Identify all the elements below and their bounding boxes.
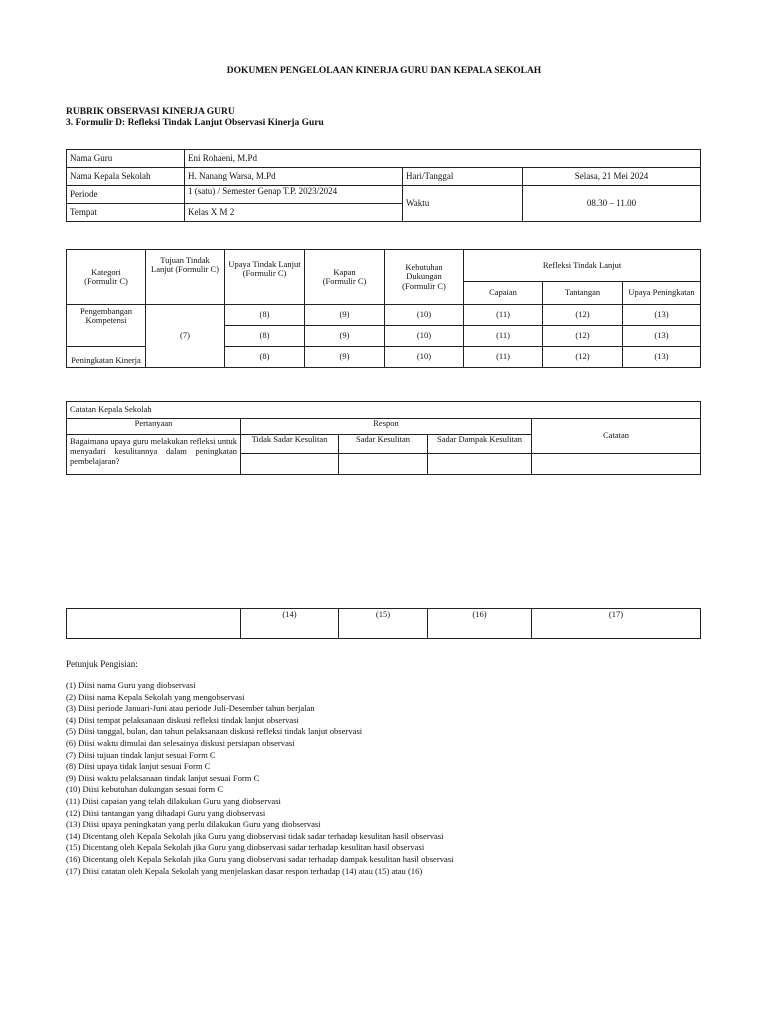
guide-item: (7) Diisi tujuan tindak lanjut sesuai Form C [66, 749, 216, 760]
category-cell-competence: Pengembangan Kompetensi [67, 305, 146, 347]
guide-item: (2) Diisi nama Kepala Sekolah yang mengobservasi [66, 691, 245, 702]
category-cell-performance: Peningkatan Kinerja [67, 347, 146, 368]
support-cell: (10) [385, 305, 464, 326]
guide-item: (14) Dicentang oleh Kepala Sekolah jika Guru yang diobservasi tidak sadar terhadap kesulitan hasil observasi [66, 830, 444, 841]
response-checkbox-impact[interactable] [428, 454, 532, 475]
guide-item: (5) Diisi tanggal, bulan, dan tahun pelaksanaan diskusi refleksi tindak lanjut observasi [66, 726, 363, 737]
guide-item: (1) Diisi nama Guru yang diobservasi [66, 680, 196, 690]
form-title: 3. Formulir D: Refleksi Tindak Lanjut Observasi Kinerja Guru [66, 118, 324, 128]
teacher-value: Eni Rohaeni, M.Pd [185, 150, 701, 168]
identity-table [66, 149, 701, 222]
response-checkbox-aware[interactable] [339, 454, 428, 475]
guide-item: (12) Diisi tantangan yang dihadapi Guru yang diobservasi [66, 807, 266, 818]
day-value: Selasa, 21 Mei 2024 [523, 168, 701, 186]
response-checkbox-unaware[interactable] [241, 454, 339, 475]
improvement-header: Upaya Peningkatan [623, 282, 701, 305]
time-value: 08.30 – 11.00 [523, 186, 701, 222]
question-header: Pertanyaan [67, 419, 241, 435]
improvement-cell: (13) [623, 347, 701, 368]
challenge-cell: (12) [543, 326, 623, 347]
support-cell: (10) [385, 347, 464, 368]
guide-item: (11) Diisi capaian yang telah dilakukan Guru yang diobservasi [66, 795, 281, 806]
challenge-cell: (12) [543, 347, 623, 368]
period-label: Periode [67, 186, 185, 204]
response-option-unaware: Tidak Sadar Kesulitan [241, 435, 339, 454]
period-row [67, 186, 701, 204]
codes-question-cell [67, 609, 241, 639]
reflection-row-1 [67, 305, 701, 326]
goal-header: Tujuan Tindak Lanjut (Formulir C) [146, 250, 225, 305]
notes-table [66, 401, 701, 475]
achievement-cell: (11) [464, 347, 543, 368]
response-header: Respon [241, 419, 532, 435]
response-option-aware: Sadar Kesulitan [339, 435, 428, 454]
period-value: 1 (satu) / Semester Genap T.P. 2023/2024 [185, 186, 403, 204]
effort-cell: (8) [225, 326, 305, 347]
reflection-table [66, 249, 701, 368]
when-cell: (9) [305, 326, 385, 347]
reflection-question: Bagaimana upaya guru melakukan refleksi untuk menyadari kesulitannya dalam peningkatan pembelajaran? [67, 435, 241, 475]
principal-label: Nama Kepala Sekolah [67, 168, 185, 186]
goal-code-cell: (7) [146, 305, 225, 368]
effort-header: Upaya Tindak Lanjut (Formulir C) [225, 250, 305, 305]
guide-title: Petunjuk Pengisian: [66, 659, 138, 669]
improvement-cell: (13) [623, 326, 701, 347]
guide-item: (15) Dicentang oleh Kepala Sekolah jika Guru yang diobservasi sadar terhadap kesulitan hasil observasi [66, 842, 425, 853]
notes-header: Catatan [532, 419, 701, 454]
support-cell: (10) [385, 326, 464, 347]
improvement-cell: (13) [623, 305, 701, 326]
day-label: Hari/Tanggal [403, 168, 523, 186]
when-header: Kapan (Formulir C) [305, 250, 385, 305]
guide-item: (16) Dicentang oleh Kepala Sekolah jika Guru yang diobservasi sadar terhadap dampak kesulitan hasil observasi [66, 853, 454, 864]
guide-item: (8) Diisi upaya tidak lanjut sesuai Form C [66, 761, 211, 772]
response-codes-table [66, 608, 701, 639]
guide-item: (13) Diisi upaya peningkatan yang perlu dilakukan Guru yang diobservasi [66, 819, 321, 830]
achievement-cell: (11) [464, 305, 543, 326]
achievement-header: Capaian [464, 282, 543, 305]
rubric-title: RUBRIK OBSERVASI KINERJA GURU [66, 107, 235, 117]
teacher-label: Nama Guru [67, 150, 185, 168]
code-cell: (17) [532, 609, 701, 639]
support-header: Kebutuhan Dukungan (Formulir C) [385, 250, 464, 305]
achievement-cell: (11) [464, 326, 543, 347]
code-cell: (16) [428, 609, 532, 639]
guide-list [66, 680, 454, 877]
place-label: Tempat [67, 204, 185, 222]
document-title: DOKUMEN PENGELOLAAN KINERJA GURU DAN KEPALA SEKOLAH [226, 66, 542, 76]
guide-item: (9) Diisi waktu pelaksanaan tindak lanjut sesuai Form C [66, 772, 260, 783]
code-cell: (15) [339, 609, 428, 639]
principal-value: H. Nanang Warsa, M.Pd [185, 168, 403, 186]
notes-title: Catatan Kepala Sekolah [67, 402, 701, 419]
guide-item: (17) Diisi catatan oleh Kepala Sekolah yang menjelaskan dasar respon terhadap (14) atau (15) atau (16) [66, 865, 423, 876]
reflection-header: Refleksi Tindak Lanjut [464, 250, 701, 282]
code-cell: (14) [241, 609, 339, 639]
effort-cell: (8) [225, 305, 305, 326]
notes-input[interactable] [532, 454, 701, 475]
guide-item: (4) Diisi tempat pelaksanaan diskusi refleksi tindak lanjut observasi [66, 714, 299, 725]
place-value: Kelas X M 2 [185, 204, 403, 222]
when-cell: (9) [305, 305, 385, 326]
principal-row [67, 168, 701, 186]
teacher-row [67, 150, 701, 168]
guide-item: (10) Diisi kebutuhan dukungan sesuai form C [66, 784, 224, 795]
guide-item: (3) Diisi periode Januari-Juni atau periode Juli-Desember tahun berjalan [66, 703, 315, 714]
challenge-header: Tantangan [543, 282, 623, 305]
time-label: Waktu [403, 186, 523, 222]
when-cell: (9) [305, 347, 385, 368]
category-header: Kategori (Formulir C) [67, 250, 146, 305]
response-option-impact: Sadar Dampak Kesulitan [428, 435, 532, 454]
effort-cell: (8) [225, 347, 305, 368]
guide-item: (6) Diisi waktu dimulai dan selesainya diskusi persiapan observasi [66, 737, 295, 748]
challenge-cell: (12) [543, 305, 623, 326]
